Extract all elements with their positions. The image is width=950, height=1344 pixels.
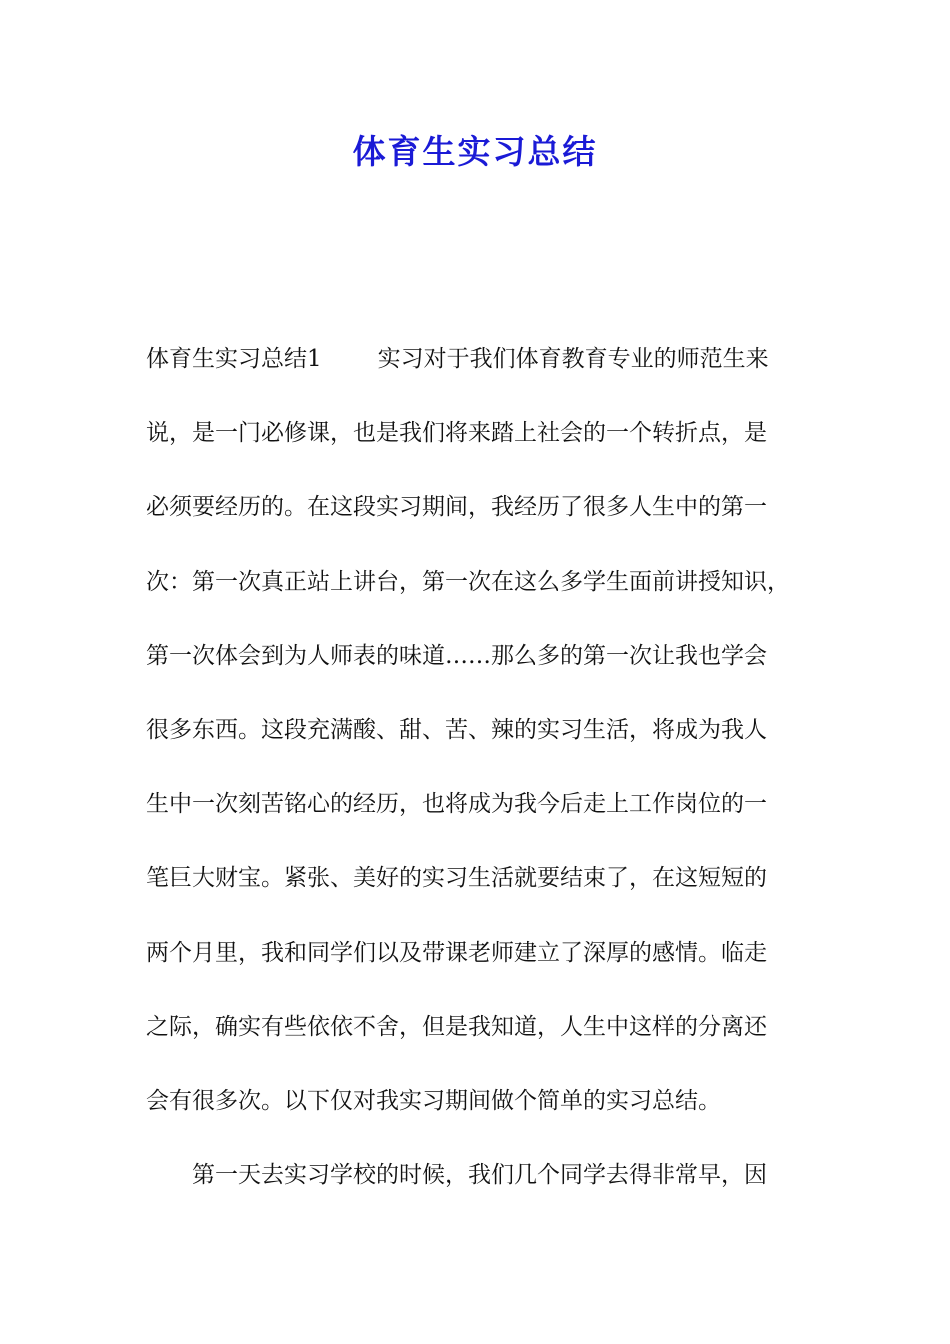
- section-heading: 体育生实习总结1: [146, 346, 322, 372]
- text-line: 必须要经历的。在这段实习期间，我经历了很多人生中的第一: [146, 494, 767, 521]
- text-line: 会有很多次。以下仅对我实习期间做个简单的实习总结。: [146, 1087, 721, 1114]
- document-title: 体育生实习总结: [352, 132, 598, 171]
- text-line: 笔巨大财宝。紧张、美好的实习生活就要结束了，在这短短的: [146, 865, 767, 892]
- text-line: 很多东西。这段充满酸、甜、苦、辣的实习生活，将成为我人: [146, 716, 767, 743]
- text-line: 生中一次刻苦铭心的经历，也将成为我今后走上工作岗位的一: [146, 791, 767, 818]
- text-line: 第一次体会到为人师表的味道……那么多的第一次让我也学会: [146, 642, 767, 669]
- text-line: 之际，确实有些依依不舍，但是我知道，人生中这样的分离还: [146, 1013, 767, 1040]
- text-line: [146, 335, 826, 409]
- text-line: 说，是一门必修课，也是我们将来踏上社会的一个转折点，是: [146, 420, 767, 447]
- text-line: 次：第一次真正站上讲台，第一次在这么多学生面前讲授知识，: [146, 568, 790, 595]
- text-line: 第一天去实习学校的时候，我们几个同学去得非常早，因: [192, 1162, 767, 1189]
- text-line: 两个月里，我和同学们以及带课老师建立了深厚的感情。临走: [146, 939, 767, 966]
- text-line-content: 实习对于我们体育教育专业的师范生来: [377, 346, 769, 372]
- document-body: [146, 335, 826, 1225]
